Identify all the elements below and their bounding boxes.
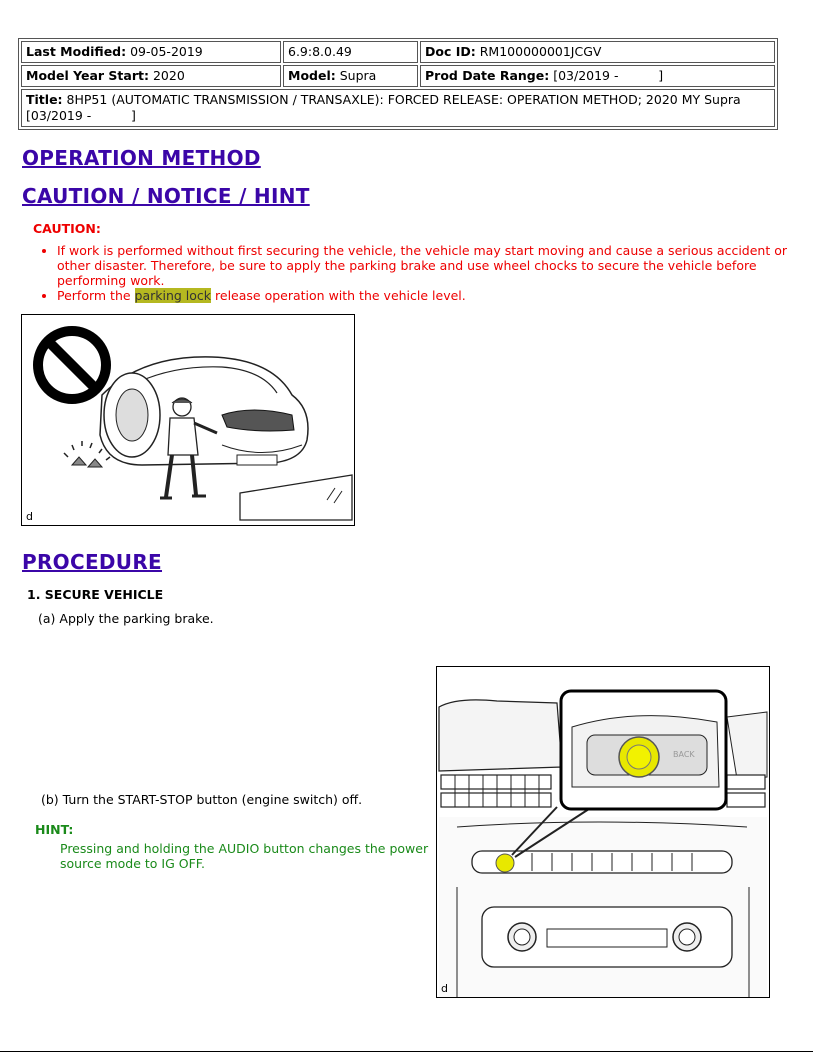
figure-label: d — [26, 510, 33, 523]
figure-label: d — [441, 982, 448, 995]
step-secure-vehicle-title: 1. SECURE VEHICLE — [27, 587, 164, 602]
page-bottom-rule — [0, 1051, 813, 1052]
dashboard-illustration — [436, 666, 770, 998]
document-header-table — [18, 38, 778, 130]
caution-title: CAUTION: — [33, 221, 101, 236]
procedure-heading: PROCEDURE — [22, 550, 163, 574]
title-cell: Title: 8HP51 (AUTOMATIC TRANSMISSION / TRANSAXLE): FORCED RELEASE: OPERATION METHOD; 2020 MY Supra [03/2019 - ] — [21, 89, 775, 127]
operation-method-heading: OPERATION METHOD — [22, 146, 261, 170]
doc-id-cell: Doc ID: RM100000001JCGV — [420, 41, 775, 63]
caution-item-secure-vehicle: • If work is performed without first securing the vehicle, the vehicle may start moving and cause a serious accident or other disaster. Therefore, be sure to apply the parking brake and use wheel chocks to secure the vehicle before performing work. — [57, 243, 792, 288]
car-prohibition-illustration — [22, 315, 354, 525]
step-a-text: (a) Apply the parking brake. — [38, 611, 214, 626]
hint-text: Pressing and holding the AUDIO button changes the power source mode to IG OFF. — [60, 841, 429, 871]
version-cell: 6.9:8.0.49 — [283, 41, 418, 63]
last-modified-cell: Last Modified: 09-05-2019 — [21, 41, 281, 63]
svg-text:BACK: BACK — [673, 750, 695, 759]
model-year-cell: Model Year Start: 2020 — [21, 65, 281, 87]
model-cell: Model: Supra — [283, 65, 418, 87]
caution-item-vehicle-level: • Perform the parking lock release operation with the vehicle level. — [57, 288, 792, 303]
caution-notice-hint-heading: CAUTION / NOTICE / HINT — [22, 184, 310, 208]
caution-illustration — [21, 314, 355, 526]
caution-list — [39, 243, 792, 303]
parking-lock-highlight: parking lock — [134, 288, 212, 303]
start-stop-button-illustration — [437, 667, 769, 997]
hint-title: HINT: — [35, 822, 74, 837]
step-b-text: (b) Turn the START-STOP button (engine switch) off. — [41, 792, 363, 807]
prod-date-cell: Prod Date Range: [03/2019 - ] — [420, 65, 775, 87]
